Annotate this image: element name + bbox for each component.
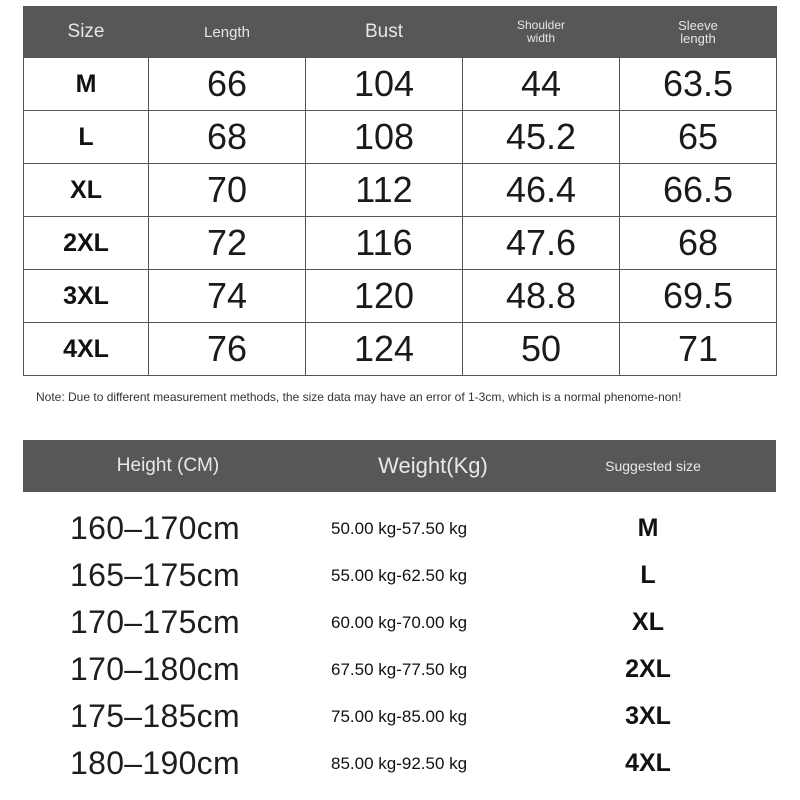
list-item xyxy=(23,740,776,787)
size-cell: L xyxy=(24,111,149,164)
header-shoulder-width xyxy=(463,7,620,58)
bust-cell: 108 xyxy=(306,111,463,164)
length-cell: 72 xyxy=(149,217,306,270)
list-item xyxy=(23,552,776,599)
weight-range: 85.00 kg-92.50 kg xyxy=(331,754,468,773)
height-range: 170–175cm xyxy=(70,604,240,640)
length-cell: 68 xyxy=(149,111,306,164)
header-bust: Bust xyxy=(306,7,463,58)
size-cell: 3XL xyxy=(24,270,149,323)
recommendation-header xyxy=(23,440,776,492)
length-cell: 66 xyxy=(149,58,306,111)
header-sleeve-length xyxy=(620,7,777,58)
table-row xyxy=(24,58,777,111)
size-chart-table xyxy=(23,6,777,376)
shoulder-cell: 46.4 xyxy=(463,164,620,217)
suggested-size: L xyxy=(640,561,656,589)
height-range: 165–175cm xyxy=(70,557,240,593)
measurement-note: Note: Due to different measurement methods, the size data may have an error of 1-3cm, which is a normal phenome-non! xyxy=(36,390,682,404)
height-range: 170–180cm xyxy=(70,651,240,687)
header-suggested-size: Suggested size xyxy=(605,458,701,474)
size-cell: 2XL xyxy=(24,217,149,270)
length-cell: 74 xyxy=(149,270,306,323)
table-row xyxy=(24,323,777,376)
header-size: Size xyxy=(24,7,149,58)
header-weight: Weight(Kg) xyxy=(378,453,488,478)
weight-range: 50.00 kg-57.50 kg xyxy=(331,519,468,538)
sleeve-cell: 63.5 xyxy=(620,58,777,111)
length-cell: 70 xyxy=(149,164,306,217)
list-item xyxy=(23,646,776,693)
bust-cell: 124 xyxy=(306,323,463,376)
header-length: Length xyxy=(149,7,306,58)
shoulder-cell: 48.8 xyxy=(463,270,620,323)
shoulder-cell: 50 xyxy=(463,323,620,376)
sleeve-cell: 68 xyxy=(620,217,777,270)
list-item xyxy=(23,599,776,646)
suggested-size: XL xyxy=(632,608,664,636)
size-cell: XL xyxy=(24,164,149,217)
height-range: 180–190cm xyxy=(70,745,240,781)
shoulder-cell: 47.6 xyxy=(463,217,620,270)
bust-cell: 104 xyxy=(306,58,463,111)
weight-range: 75.00 kg-85.00 kg xyxy=(331,707,468,726)
weight-range: 67.50 kg-77.50 kg xyxy=(331,660,468,679)
suggested-size: 2XL xyxy=(625,655,671,683)
bust-cell: 112 xyxy=(306,164,463,217)
shoulder-cell: 44 xyxy=(463,58,620,111)
header-sleeve-line1: Sleeve xyxy=(678,18,718,33)
suggested-size: 3XL xyxy=(625,702,671,730)
sleeve-cell: 65 xyxy=(620,111,777,164)
height-range: 175–185cm xyxy=(70,698,240,734)
header-shoulder-line2: width xyxy=(526,31,555,45)
sleeve-cell: 66.5 xyxy=(620,164,777,217)
header-shoulder-line1: Shoulder xyxy=(516,18,566,32)
size-cell: 4XL xyxy=(24,323,149,376)
suggested-size: 4XL xyxy=(625,749,671,777)
table-row xyxy=(24,217,777,270)
list-item xyxy=(23,693,776,740)
size-chart-header-row xyxy=(24,7,777,58)
shoulder-cell: 45.2 xyxy=(463,111,620,164)
sleeve-cell: 69.5 xyxy=(620,270,777,323)
weight-range: 55.00 kg-62.50 kg xyxy=(331,566,468,585)
bust-cell: 120 xyxy=(306,270,463,323)
header-sleeve-line2: length xyxy=(680,31,716,46)
suggested-size: M xyxy=(637,514,659,542)
table-row xyxy=(24,270,777,323)
header-height: Height (CM) xyxy=(116,455,220,476)
recommendation-list xyxy=(23,505,776,787)
length-cell: 76 xyxy=(149,323,306,376)
table-row xyxy=(24,164,777,217)
weight-range: 60.00 kg-70.00 kg xyxy=(331,613,468,632)
list-item xyxy=(23,505,776,552)
height-range: 160–170cm xyxy=(70,510,240,546)
size-cell: M xyxy=(24,58,149,111)
sleeve-cell: 71 xyxy=(620,323,777,376)
bust-cell: 116 xyxy=(306,217,463,270)
table-row xyxy=(24,111,777,164)
